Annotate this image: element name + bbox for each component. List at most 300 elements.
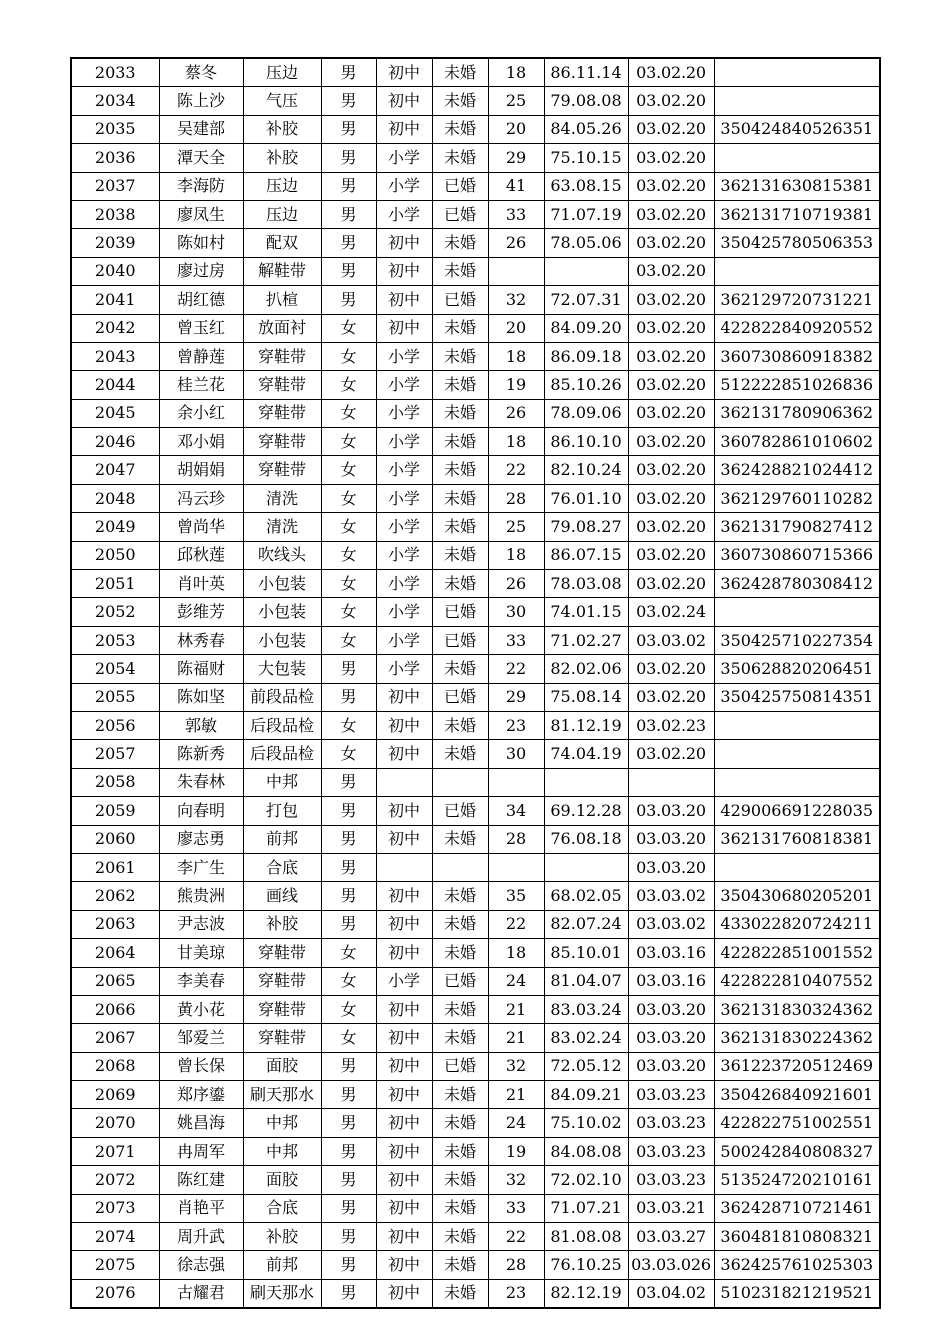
marital-status-cell: 未婚 bbox=[432, 910, 488, 938]
table-row bbox=[71, 342, 880, 370]
age-cell: 19 bbox=[488, 1137, 544, 1165]
birth-date-cell: 85.10.26 bbox=[544, 371, 628, 399]
gender-cell: 女 bbox=[321, 740, 376, 768]
marital-status-cell: 未婚 bbox=[432, 995, 488, 1023]
hire-date-cell: 03.03.20 bbox=[628, 797, 714, 825]
job-title-cell: 前邦 bbox=[243, 825, 321, 853]
education-cell bbox=[376, 768, 432, 796]
employee-name-cell: 朱春林 bbox=[159, 768, 243, 796]
job-title-cell: 清洗 bbox=[243, 513, 321, 541]
age-cell: 26 bbox=[488, 229, 544, 257]
employee-number-cell: 2071 bbox=[71, 1137, 159, 1165]
table-row bbox=[71, 740, 880, 768]
marital-status-cell bbox=[432, 853, 488, 881]
age-cell: 30 bbox=[488, 598, 544, 626]
employee-name-cell: 彭维芳 bbox=[159, 598, 243, 626]
birth-date-cell bbox=[544, 768, 628, 796]
education-cell: 小学 bbox=[376, 626, 432, 654]
birth-date-cell: 75.10.02 bbox=[544, 1109, 628, 1137]
marital-status-cell: 未婚 bbox=[432, 711, 488, 739]
hire-date-cell: 03.02.20 bbox=[628, 58, 714, 87]
age-cell: 18 bbox=[488, 541, 544, 569]
employee-name-cell: 邹爱兰 bbox=[159, 1024, 243, 1052]
hire-date-cell: 03.02.20 bbox=[628, 200, 714, 228]
employee-name-cell: 熊贵洲 bbox=[159, 882, 243, 910]
employee-number-cell: 2060 bbox=[71, 825, 159, 853]
marital-status-cell: 未婚 bbox=[432, 314, 488, 342]
table-row bbox=[71, 967, 880, 995]
education-cell: 小学 bbox=[376, 484, 432, 512]
birth-date-cell: 81.12.19 bbox=[544, 711, 628, 739]
birth-date-cell: 74.01.15 bbox=[544, 598, 628, 626]
age-cell: 32 bbox=[488, 1052, 544, 1080]
hire-date-cell: 03.02.20 bbox=[628, 740, 714, 768]
age-cell: 22 bbox=[488, 1223, 544, 1251]
employee-name-cell: 陈红建 bbox=[159, 1166, 243, 1194]
employee-name-cell: 李美春 bbox=[159, 967, 243, 995]
employee-number-cell: 2067 bbox=[71, 1024, 159, 1052]
birth-date-cell: 71.07.21 bbox=[544, 1194, 628, 1222]
marital-status-cell: 已婚 bbox=[432, 626, 488, 654]
employee-name-cell: 冯云珍 bbox=[159, 484, 243, 512]
id-number-cell: 362425761025303 bbox=[714, 1251, 880, 1279]
id-number-cell: 362131830224362 bbox=[714, 1024, 880, 1052]
gender-cell: 女 bbox=[321, 570, 376, 598]
education-cell: 初中 bbox=[376, 1166, 432, 1194]
table-row bbox=[71, 1166, 880, 1194]
hire-date-cell: 03.02.23 bbox=[628, 711, 714, 739]
job-title-cell: 后段品检 bbox=[243, 740, 321, 768]
hire-date-cell: 03.03.20 bbox=[628, 853, 714, 881]
education-cell: 小学 bbox=[376, 541, 432, 569]
employee-name-cell: 邓小娟 bbox=[159, 428, 243, 456]
id-number-cell: 362131710719381 bbox=[714, 200, 880, 228]
employee-number-cell: 2054 bbox=[71, 655, 159, 683]
table-row bbox=[71, 1081, 880, 1109]
job-title-cell: 中邦 bbox=[243, 1109, 321, 1137]
hire-date-cell: 03.02.20 bbox=[628, 655, 714, 683]
education-cell: 初中 bbox=[376, 1052, 432, 1080]
gender-cell: 女 bbox=[321, 939, 376, 967]
table-row bbox=[71, 541, 880, 569]
employee-name-cell: 廖凤生 bbox=[159, 200, 243, 228]
marital-status-cell: 已婚 bbox=[432, 172, 488, 200]
birth-date-cell: 72.02.10 bbox=[544, 1166, 628, 1194]
table-row bbox=[71, 1223, 880, 1251]
gender-cell: 男 bbox=[321, 172, 376, 200]
employee-number-cell: 2048 bbox=[71, 484, 159, 512]
id-number-cell: 360730860715366 bbox=[714, 541, 880, 569]
gender-cell: 女 bbox=[321, 456, 376, 484]
age-cell: 33 bbox=[488, 626, 544, 654]
marital-status-cell: 未婚 bbox=[432, 399, 488, 427]
gender-cell: 男 bbox=[321, 1279, 376, 1308]
education-cell bbox=[376, 853, 432, 881]
age-cell: 22 bbox=[488, 655, 544, 683]
table-row bbox=[71, 655, 880, 683]
marital-status-cell: 未婚 bbox=[432, 87, 488, 115]
employee-name-cell: 周升武 bbox=[159, 1223, 243, 1251]
hire-date-cell: 03.02.20 bbox=[628, 456, 714, 484]
age-cell: 25 bbox=[488, 87, 544, 115]
table-row bbox=[71, 257, 880, 285]
birth-date-cell: 81.04.07 bbox=[544, 967, 628, 995]
birth-date-cell: 71.07.19 bbox=[544, 200, 628, 228]
hire-date-cell: 03.03.026 bbox=[628, 1251, 714, 1279]
id-number-cell: 422822840920552 bbox=[714, 314, 880, 342]
employee-number-cell: 2034 bbox=[71, 87, 159, 115]
age-cell: 25 bbox=[488, 513, 544, 541]
birth-date-cell: 86.11.14 bbox=[544, 58, 628, 87]
employee-name-cell: 肖叶英 bbox=[159, 570, 243, 598]
marital-status-cell: 未婚 bbox=[432, 484, 488, 512]
id-number-cell: 362428780308412 bbox=[714, 570, 880, 598]
table-row bbox=[71, 910, 880, 938]
education-cell: 初中 bbox=[376, 797, 432, 825]
job-title-cell: 配双 bbox=[243, 229, 321, 257]
job-title-cell: 压边 bbox=[243, 58, 321, 87]
job-title-cell: 刷天那水 bbox=[243, 1081, 321, 1109]
age-cell: 41 bbox=[488, 172, 544, 200]
job-title-cell: 吹线头 bbox=[243, 541, 321, 569]
hire-date-cell: 03.02.20 bbox=[628, 229, 714, 257]
gender-cell: 男 bbox=[321, 1223, 376, 1251]
id-number-cell: 362428821024412 bbox=[714, 456, 880, 484]
employee-number-cell: 2041 bbox=[71, 286, 159, 314]
job-title-cell: 小包装 bbox=[243, 626, 321, 654]
age-cell: 23 bbox=[488, 711, 544, 739]
job-title-cell: 穿鞋带 bbox=[243, 967, 321, 995]
id-number-cell bbox=[714, 87, 880, 115]
table-row bbox=[71, 882, 880, 910]
job-title-cell: 补胶 bbox=[243, 144, 321, 172]
employee-name-cell: 蔡冬 bbox=[159, 58, 243, 87]
birth-date-cell: 86.09.18 bbox=[544, 342, 628, 370]
id-number-cell: 361223720512469 bbox=[714, 1052, 880, 1080]
hire-date-cell: 03.03.23 bbox=[628, 1109, 714, 1137]
birth-date-cell: 75.08.14 bbox=[544, 683, 628, 711]
gender-cell: 男 bbox=[321, 1194, 376, 1222]
hire-date-cell: 03.03.23 bbox=[628, 1166, 714, 1194]
birth-date-cell: 79.08.08 bbox=[544, 87, 628, 115]
gender-cell: 男 bbox=[321, 825, 376, 853]
job-title-cell: 放面衬 bbox=[243, 314, 321, 342]
birth-date-cell: 68.02.05 bbox=[544, 882, 628, 910]
id-number-cell: 362131780906362 bbox=[714, 399, 880, 427]
table-row bbox=[71, 939, 880, 967]
birth-date-cell bbox=[544, 853, 628, 881]
table-row bbox=[71, 1109, 880, 1137]
job-title-cell: 扒楦 bbox=[243, 286, 321, 314]
marital-status-cell: 未婚 bbox=[432, 882, 488, 910]
age-cell: 35 bbox=[488, 882, 544, 910]
age-cell: 23 bbox=[488, 1279, 544, 1308]
employee-name-cell: 吴建部 bbox=[159, 115, 243, 143]
marital-status-cell: 未婚 bbox=[432, 144, 488, 172]
id-number-cell bbox=[714, 853, 880, 881]
age-cell: 18 bbox=[488, 58, 544, 87]
employee-name-cell: 陈如村 bbox=[159, 229, 243, 257]
job-title-cell: 穿鞋带 bbox=[243, 342, 321, 370]
education-cell: 初中 bbox=[376, 229, 432, 257]
education-cell: 初中 bbox=[376, 115, 432, 143]
employee-name-cell: 陈如坚 bbox=[159, 683, 243, 711]
age-cell: 34 bbox=[488, 797, 544, 825]
employee-number-cell: 2055 bbox=[71, 683, 159, 711]
job-title-cell: 补胶 bbox=[243, 115, 321, 143]
gender-cell: 男 bbox=[321, 257, 376, 285]
employee-name-cell: 曾静莲 bbox=[159, 342, 243, 370]
employee-name-cell: 郑序鎏 bbox=[159, 1081, 243, 1109]
job-title-cell: 画线 bbox=[243, 882, 321, 910]
education-cell: 初中 bbox=[376, 1223, 432, 1251]
employee-number-cell: 2046 bbox=[71, 428, 159, 456]
marital-status-cell: 未婚 bbox=[432, 115, 488, 143]
id-number-cell: 350628820206451 bbox=[714, 655, 880, 683]
birth-date-cell: 83.02.24 bbox=[544, 1024, 628, 1052]
birth-date-cell: 76.10.25 bbox=[544, 1251, 628, 1279]
education-cell: 初中 bbox=[376, 683, 432, 711]
employee-name-cell: 胡娟娟 bbox=[159, 456, 243, 484]
gender-cell: 女 bbox=[321, 314, 376, 342]
gender-cell: 女 bbox=[321, 371, 376, 399]
education-cell: 小学 bbox=[376, 598, 432, 626]
education-cell: 初中 bbox=[376, 882, 432, 910]
table-row bbox=[71, 711, 880, 739]
age-cell: 20 bbox=[488, 115, 544, 143]
marital-status-cell: 未婚 bbox=[432, 1251, 488, 1279]
id-number-cell: 513524720210161 bbox=[714, 1166, 880, 1194]
employee-name-cell: 潭天全 bbox=[159, 144, 243, 172]
id-number-cell: 360782861010602 bbox=[714, 428, 880, 456]
hire-date-cell: 03.02.24 bbox=[628, 598, 714, 626]
age-cell bbox=[488, 257, 544, 285]
gender-cell: 女 bbox=[321, 995, 376, 1023]
job-title-cell: 补胶 bbox=[243, 910, 321, 938]
employee-number-cell: 2061 bbox=[71, 853, 159, 881]
education-cell: 小学 bbox=[376, 428, 432, 456]
birth-date-cell: 79.08.27 bbox=[544, 513, 628, 541]
table-row bbox=[71, 598, 880, 626]
age-cell: 21 bbox=[488, 995, 544, 1023]
education-cell: 小学 bbox=[376, 399, 432, 427]
job-title-cell: 小包装 bbox=[243, 598, 321, 626]
id-number-cell: 350430680205201 bbox=[714, 882, 880, 910]
age-cell: 18 bbox=[488, 342, 544, 370]
employee-number-cell: 2037 bbox=[71, 172, 159, 200]
marital-status-cell: 未婚 bbox=[432, 1109, 488, 1137]
education-cell: 初中 bbox=[376, 314, 432, 342]
birth-date-cell: 75.10.15 bbox=[544, 144, 628, 172]
gender-cell: 男 bbox=[321, 655, 376, 683]
birth-date-cell: 82.02.06 bbox=[544, 655, 628, 683]
hire-date-cell: 03.03.20 bbox=[628, 995, 714, 1023]
birth-date-cell: 86.10.10 bbox=[544, 428, 628, 456]
id-number-cell: 422822751002551 bbox=[714, 1109, 880, 1137]
hire-date-cell: 03.03.02 bbox=[628, 626, 714, 654]
job-title-cell: 后段品检 bbox=[243, 711, 321, 739]
employee-name-cell: 桂兰花 bbox=[159, 371, 243, 399]
hire-date-cell: 03.02.20 bbox=[628, 342, 714, 370]
education-cell: 初中 bbox=[376, 1279, 432, 1308]
id-number-cell: 500242840808327 bbox=[714, 1137, 880, 1165]
job-title-cell: 穿鞋带 bbox=[243, 995, 321, 1023]
id-number-cell: 350425780506353 bbox=[714, 229, 880, 257]
gender-cell: 女 bbox=[321, 513, 376, 541]
employee-name-cell: 甘美琼 bbox=[159, 939, 243, 967]
gender-cell: 女 bbox=[321, 967, 376, 995]
employee-number-cell: 2038 bbox=[71, 200, 159, 228]
employee-number-cell: 2043 bbox=[71, 342, 159, 370]
employee-number-cell: 2076 bbox=[71, 1279, 159, 1308]
table-row bbox=[71, 1137, 880, 1165]
age-cell: 28 bbox=[488, 1251, 544, 1279]
employee-name-cell: 邱秋莲 bbox=[159, 541, 243, 569]
age-cell: 30 bbox=[488, 740, 544, 768]
birth-date-cell: 78.09.06 bbox=[544, 399, 628, 427]
gender-cell: 男 bbox=[321, 1251, 376, 1279]
job-title-cell: 穿鞋带 bbox=[243, 399, 321, 427]
employee-roster-table bbox=[70, 57, 881, 1309]
gender-cell: 男 bbox=[321, 200, 376, 228]
id-number-cell: 362131790827412 bbox=[714, 513, 880, 541]
employee-number-cell: 2059 bbox=[71, 797, 159, 825]
hire-date-cell: 03.03.02 bbox=[628, 910, 714, 938]
education-cell: 初中 bbox=[376, 1109, 432, 1137]
job-title-cell: 中邦 bbox=[243, 1137, 321, 1165]
birth-date-cell: 76.08.18 bbox=[544, 825, 628, 853]
education-cell: 初中 bbox=[376, 740, 432, 768]
marital-status-cell: 已婚 bbox=[432, 1052, 488, 1080]
table-row bbox=[71, 87, 880, 115]
employee-name-cell: 廖志勇 bbox=[159, 825, 243, 853]
age-cell: 19 bbox=[488, 371, 544, 399]
gender-cell: 男 bbox=[321, 1052, 376, 1080]
hire-date-cell: 03.02.20 bbox=[628, 541, 714, 569]
hire-date-cell: 03.02.20 bbox=[628, 172, 714, 200]
education-cell: 小学 bbox=[376, 200, 432, 228]
job-title-cell: 解鞋带 bbox=[243, 257, 321, 285]
marital-status-cell: 未婚 bbox=[432, 825, 488, 853]
gender-cell: 男 bbox=[321, 797, 376, 825]
education-cell: 小学 bbox=[376, 655, 432, 683]
employee-name-cell: 曾长保 bbox=[159, 1052, 243, 1080]
id-number-cell: 362428710721461 bbox=[714, 1194, 880, 1222]
employee-name-cell: 郭敏 bbox=[159, 711, 243, 739]
employee-name-cell: 向春明 bbox=[159, 797, 243, 825]
gender-cell: 男 bbox=[321, 683, 376, 711]
employee-number-cell: 2040 bbox=[71, 257, 159, 285]
age-cell: 24 bbox=[488, 967, 544, 995]
gender-cell: 女 bbox=[321, 484, 376, 512]
education-cell: 初中 bbox=[376, 1251, 432, 1279]
hire-date-cell: 03.02.20 bbox=[628, 371, 714, 399]
gender-cell: 女 bbox=[321, 626, 376, 654]
gender-cell: 男 bbox=[321, 87, 376, 115]
employee-number-cell: 2062 bbox=[71, 882, 159, 910]
job-title-cell: 穿鞋带 bbox=[243, 939, 321, 967]
marital-status-cell: 未婚 bbox=[432, 939, 488, 967]
hire-date-cell: 03.03.02 bbox=[628, 882, 714, 910]
job-title-cell: 合底 bbox=[243, 1194, 321, 1222]
education-cell: 初中 bbox=[376, 825, 432, 853]
hire-date-cell: 03.02.20 bbox=[628, 484, 714, 512]
marital-status-cell: 未婚 bbox=[432, 371, 488, 399]
age-cell: 18 bbox=[488, 428, 544, 456]
gender-cell: 女 bbox=[321, 342, 376, 370]
table-row bbox=[71, 144, 880, 172]
gender-cell: 男 bbox=[321, 115, 376, 143]
employee-number-cell: 2065 bbox=[71, 967, 159, 995]
job-title-cell: 补胶 bbox=[243, 1223, 321, 1251]
birth-date-cell: 78.05.06 bbox=[544, 229, 628, 257]
gender-cell: 男 bbox=[321, 229, 376, 257]
age-cell: 26 bbox=[488, 399, 544, 427]
gender-cell: 女 bbox=[321, 428, 376, 456]
employee-name-cell: 余小红 bbox=[159, 399, 243, 427]
table-row bbox=[71, 1024, 880, 1052]
id-number-cell: 362131760818381 bbox=[714, 825, 880, 853]
employee-name-cell: 曾玉红 bbox=[159, 314, 243, 342]
hire-date-cell: 03.02.20 bbox=[628, 399, 714, 427]
marital-status-cell: 未婚 bbox=[432, 1166, 488, 1194]
age-cell: 24 bbox=[488, 1109, 544, 1137]
age-cell: 20 bbox=[488, 314, 544, 342]
id-number-cell: 510231821219521 bbox=[714, 1279, 880, 1308]
marital-status-cell: 未婚 bbox=[432, 1279, 488, 1308]
hire-date-cell: 03.02.20 bbox=[628, 683, 714, 711]
birth-date-cell: 63.08.15 bbox=[544, 172, 628, 200]
employee-name-cell: 李海防 bbox=[159, 172, 243, 200]
table-row bbox=[71, 1279, 880, 1308]
employee-number-cell: 2066 bbox=[71, 995, 159, 1023]
roster-body bbox=[71, 58, 880, 1308]
hire-date-cell: 03.03.23 bbox=[628, 1081, 714, 1109]
job-title-cell: 气压 bbox=[243, 87, 321, 115]
job-title-cell: 压边 bbox=[243, 172, 321, 200]
id-number-cell: 362131630815381 bbox=[714, 172, 880, 200]
employee-number-cell: 2044 bbox=[71, 371, 159, 399]
age-cell: 32 bbox=[488, 1166, 544, 1194]
id-number-cell: 360481810808321 bbox=[714, 1223, 880, 1251]
employee-number-cell: 2035 bbox=[71, 115, 159, 143]
birth-date-cell: 72.07.31 bbox=[544, 286, 628, 314]
table-row bbox=[71, 314, 880, 342]
education-cell: 小学 bbox=[376, 513, 432, 541]
employee-number-cell: 2047 bbox=[71, 456, 159, 484]
gender-cell: 女 bbox=[321, 399, 376, 427]
age-cell: 21 bbox=[488, 1024, 544, 1052]
gender-cell: 男 bbox=[321, 58, 376, 87]
marital-status-cell: 未婚 bbox=[432, 570, 488, 598]
table-row bbox=[71, 484, 880, 512]
gender-cell: 男 bbox=[321, 853, 376, 881]
marital-status-cell: 已婚 bbox=[432, 200, 488, 228]
education-cell: 初中 bbox=[376, 87, 432, 115]
marital-status-cell: 未婚 bbox=[432, 1024, 488, 1052]
id-number-cell bbox=[714, 711, 880, 739]
age-cell: 26 bbox=[488, 570, 544, 598]
age-cell bbox=[488, 853, 544, 881]
age-cell: 21 bbox=[488, 1081, 544, 1109]
employee-number-cell: 2069 bbox=[71, 1081, 159, 1109]
education-cell: 小学 bbox=[376, 967, 432, 995]
table-row bbox=[71, 229, 880, 257]
hire-date-cell: 03.02.20 bbox=[628, 428, 714, 456]
id-number-cell bbox=[714, 740, 880, 768]
employee-name-cell: 肖艳平 bbox=[159, 1194, 243, 1222]
gender-cell: 女 bbox=[321, 711, 376, 739]
